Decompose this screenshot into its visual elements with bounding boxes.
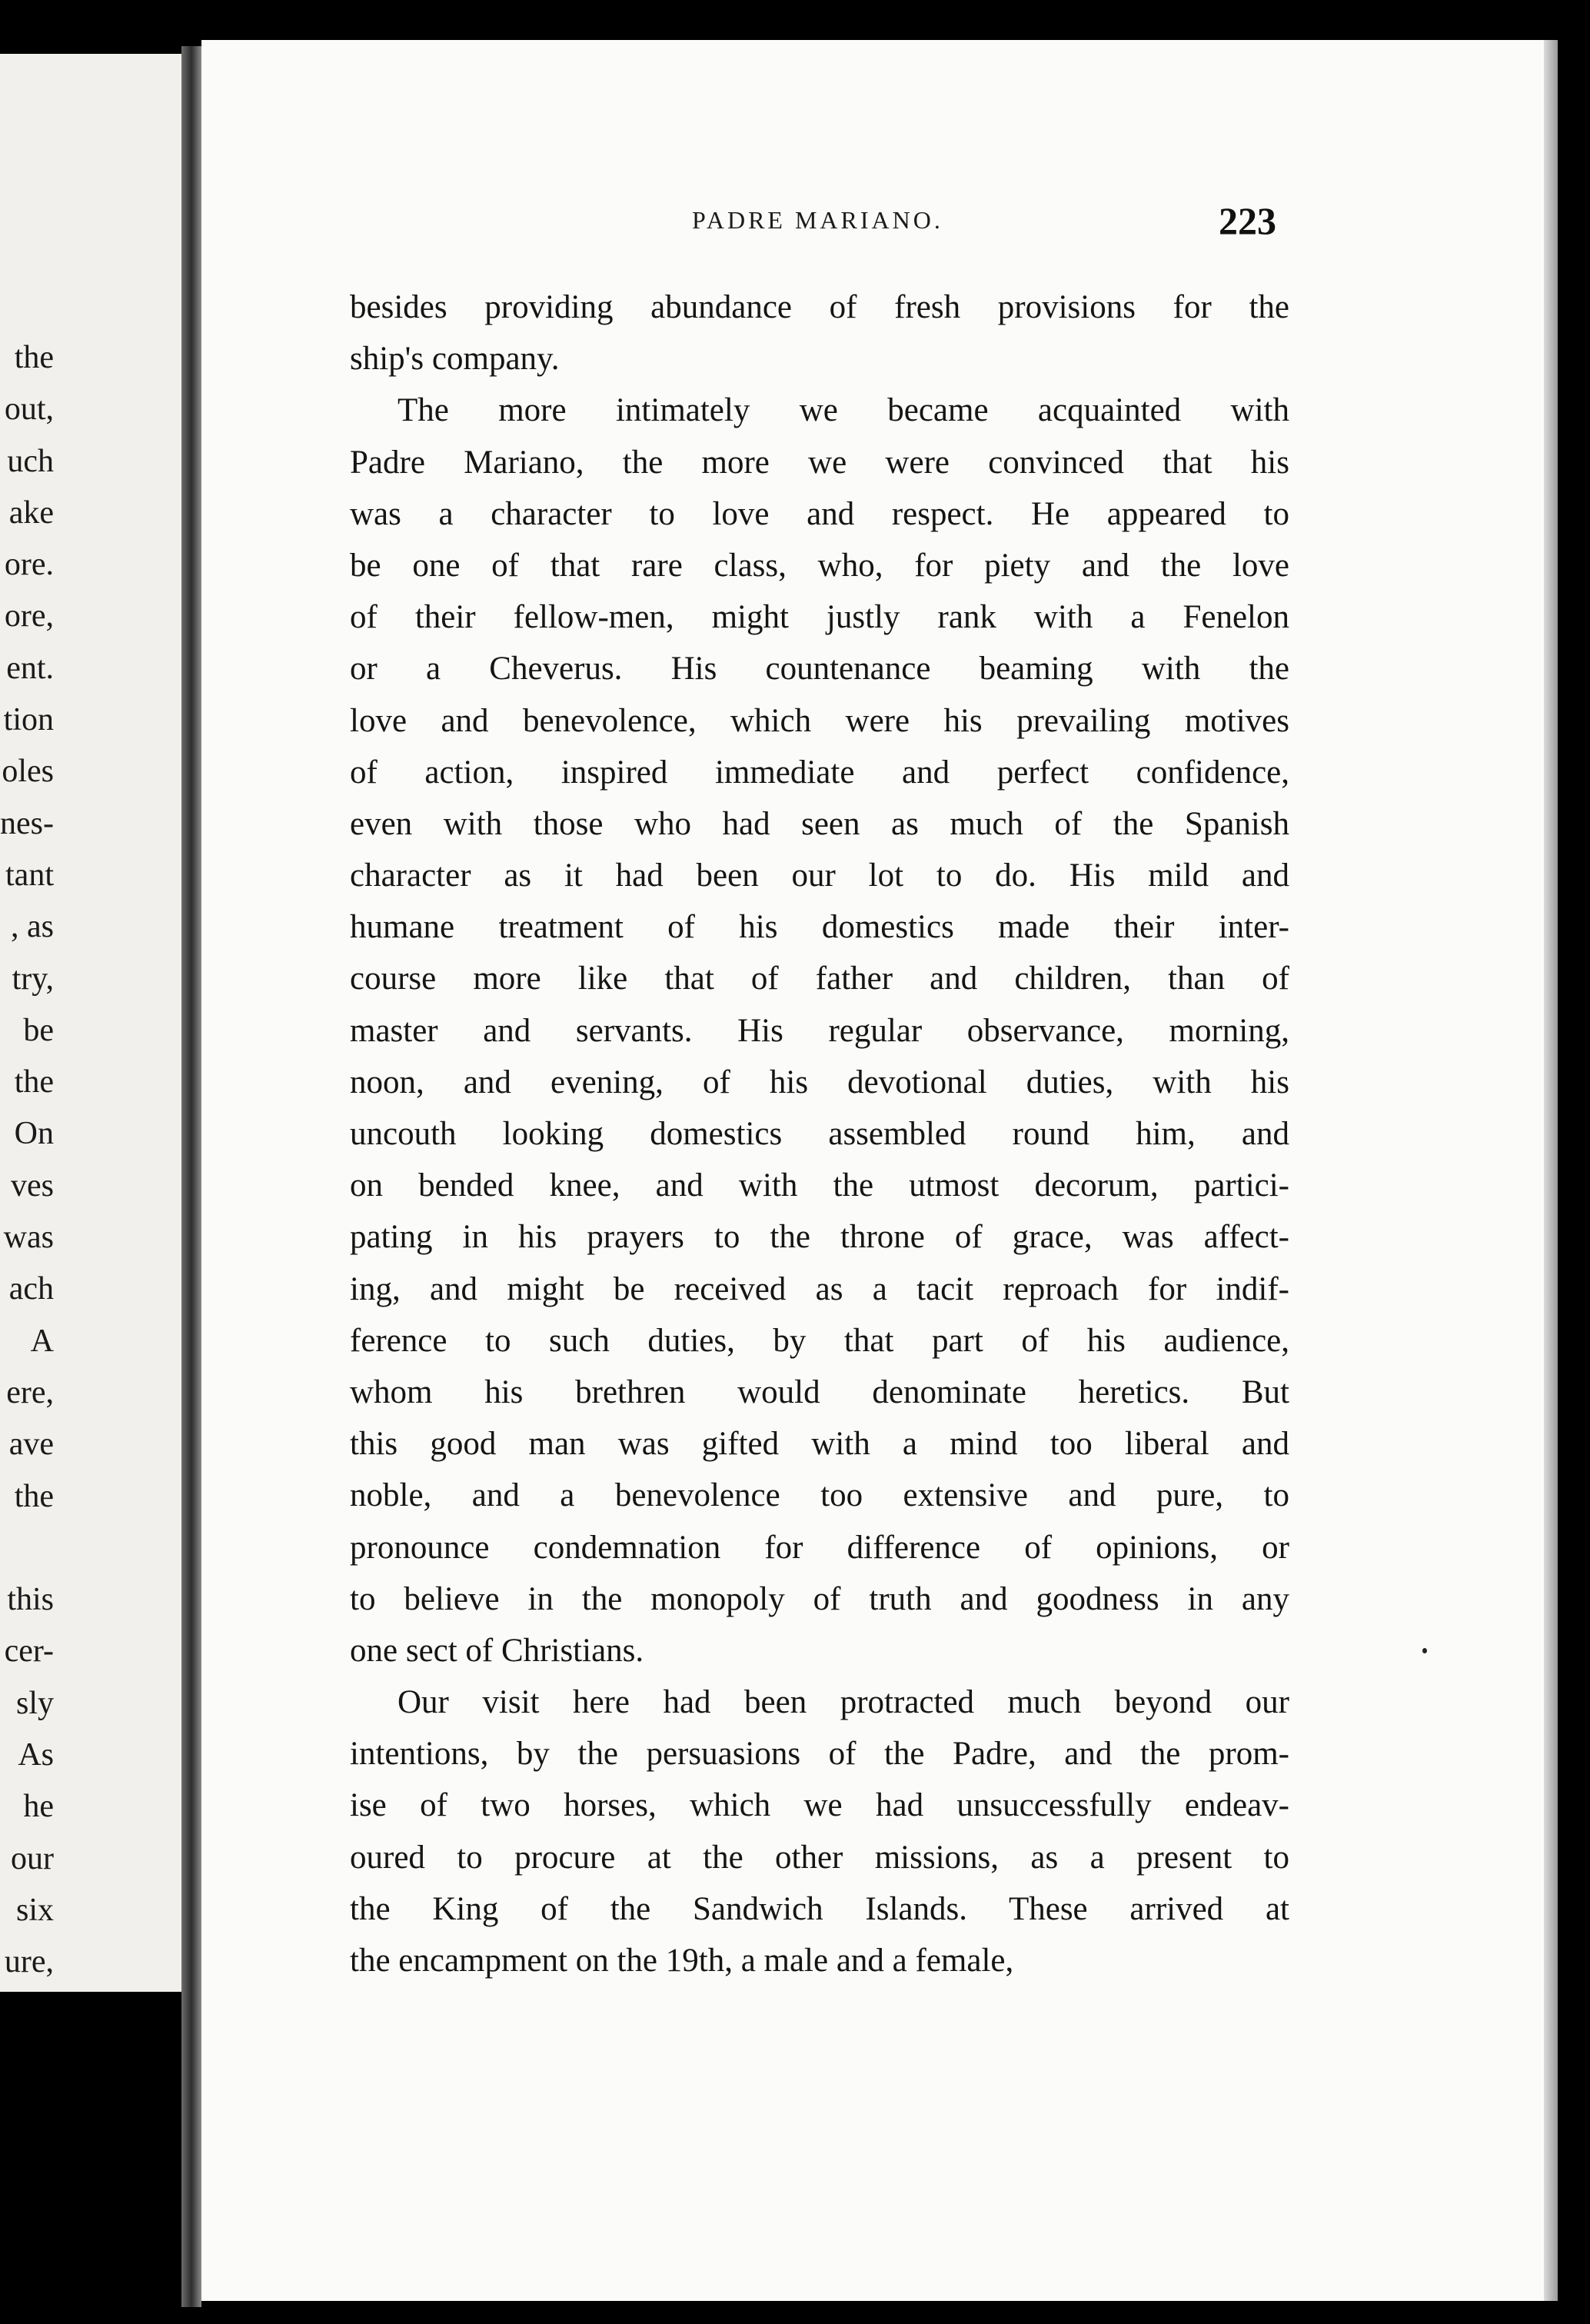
left-page-fragment: ure, [4, 1944, 54, 1980]
left-page-fragment: was [3, 1220, 54, 1256]
text-line: ship's company. [350, 341, 560, 378]
facing-page-text-fragments [0, 332, 54, 1989]
left-page-fragment: ach [8, 1271, 54, 1307]
left-page-fragment: tion [3, 702, 54, 738]
text-line: humane treatment of his domestics made their inter- [350, 909, 1289, 946]
left-page-fragment: ake [8, 494, 54, 531]
left-page-fragment: tant [5, 857, 54, 893]
left-page-fragment: ere, [6, 1374, 54, 1410]
left-page-fragment: out, [4, 391, 54, 428]
page-edge [1544, 40, 1558, 2301]
left-page-fragment: the [14, 1478, 54, 1514]
paragraph [350, 385, 1289, 1676]
text-line: Padre Mariano, the more we were convinced that his [350, 444, 1289, 481]
text-line: The more intimately we became acquainted with [398, 392, 1289, 429]
left-page-fragment: the [14, 1064, 54, 1100]
text-line: course more like that of father and children, than of [350, 961, 1289, 997]
left-page-fragment: On [14, 1116, 54, 1152]
facing-page-left [0, 54, 181, 1992]
text-line: whom his brethren would denominate heretics. But [350, 1373, 1289, 1410]
left-page-fragment: ore, [4, 598, 54, 634]
paragraph [350, 281, 1289, 385]
text-line: be one of that rare class, who, for piety and the love [350, 547, 1289, 584]
text-line: love and benevolence, which were his prevailing motives [350, 702, 1289, 739]
left-page-fragment: ave [8, 1427, 54, 1463]
left-page-fragment: As [18, 1737, 54, 1773]
stray-mark [1422, 1648, 1427, 1653]
left-page-fragment: try, [12, 961, 54, 997]
text-line: one sect of Christians. [350, 1632, 644, 1669]
text-line: oured to procure at the other missions, as a present to [350, 1839, 1289, 1876]
left-page-fragment: ent. [6, 650, 54, 686]
text-line: character as it had been our lot to do. His mild and [350, 857, 1289, 894]
body-text [350, 281, 1289, 1986]
text-line: ise of two horses, which we had unsuccessfully endeav- [350, 1787, 1289, 1824]
text-line: this good man was gifted with a mind too liberal and [350, 1426, 1289, 1463]
left-page-fragment: uch [7, 443, 54, 479]
left-page-fragment: ore. [4, 547, 54, 583]
text-line: of action, inspired immediate and perfect confidence, [350, 754, 1289, 791]
text-line: even with those who had seen as much of the Spanish [350, 805, 1289, 842]
left-page-fragment: he [23, 1789, 54, 1825]
book-gutter [181, 46, 201, 2307]
running-head: PADRE MARIANO. [692, 206, 943, 234]
text-line: the King of the Sandwich Islands. These arrived at [350, 1890, 1289, 1927]
text-line: ference to such duties, by that part of his audience, [350, 1322, 1289, 1359]
text-line: to believe in the monopoly of truth and goodness in any [350, 1580, 1289, 1617]
text-line: master and servants. His regular observance, morning, [350, 1012, 1289, 1049]
left-page-fragment: nes- [0, 805, 54, 841]
text-line: uncouth looking domestics assembled round him, and [350, 1116, 1289, 1152]
text-line: intentions, by the persuasions of the Padre, and the prom- [350, 1736, 1289, 1773]
text-line: ing, and might be received as a tacit reproach for indif- [350, 1270, 1289, 1307]
text-line: or a Cheverus. His countenance beaming with the [350, 651, 1289, 688]
left-page-fragment: sly [15, 1685, 54, 1721]
left-page-fragment: A [30, 1323, 54, 1359]
left-page-fragment: be [23, 1012, 54, 1048]
page-number: 223 [1219, 199, 1276, 242]
left-page-fragment: the [14, 340, 54, 375]
text-line: on bended knee, and with the utmost decorum, partici- [350, 1167, 1289, 1204]
left-page-fragment [0, 1523, 54, 1574]
text-line: the encampment on the 19th, a male and a female, [350, 1943, 1014, 1979]
text-line: of their fellow-men, might justly rank with a Fenelon [350, 599, 1289, 636]
left-page-fragment: our [11, 1840, 54, 1876]
text-line: noble, and a benevolence too extensive and pure, to [350, 1477, 1289, 1514]
text-line: besides providing abundance of fresh provisions for the [350, 289, 1289, 325]
text-line: Our visit here had been protracted much beyond our [398, 1684, 1289, 1721]
text-line: noon, and evening, of his devotional duties, with his [350, 1064, 1289, 1100]
left-page-fragment: this [7, 1582, 54, 1618]
left-page-fragment: six [15, 1892, 54, 1928]
left-page-fragment: oles [2, 754, 54, 790]
left-page-fragment: ves [11, 1167, 54, 1204]
left-page-fragment: , as [11, 909, 54, 945]
left-page-fragment: cer- [4, 1633, 54, 1670]
paragraph [350, 1676, 1289, 1986]
text-line: pating in his prayers to the throne of grace, was affect- [350, 1219, 1289, 1256]
text-line: was a character to love and respect. He appeared to [350, 495, 1289, 532]
text-line: pronounce condemnation for difference of opinions, or [350, 1529, 1289, 1566]
